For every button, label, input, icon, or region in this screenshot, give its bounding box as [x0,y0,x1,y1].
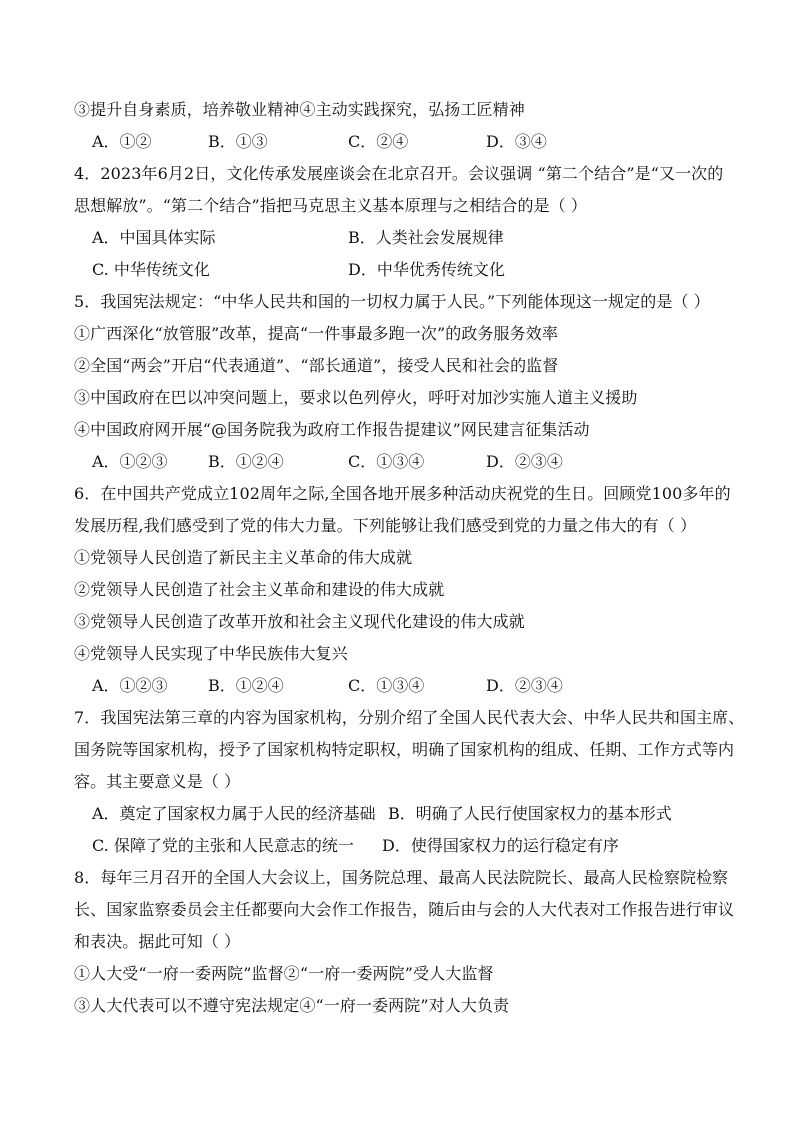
q6-option-b: B．①②④ [208,676,284,695]
q7-stem-line3: 容。其主要意义是（ ） [74,772,241,791]
q6-statement-3: ③党领导人民创造了改革开放和社会主义现代化建设的伟大成就 [74,612,525,631]
q5-option-c: C．①③④ [348,452,425,471]
q4-stem-line1: 4．2023年6月2日，文化传承发展座谈会在北京召开。会议强调 “第二个结合”是“又一次的 [74,164,724,183]
q5-statement-1: ①广西深化“放管服”改革，提高“一件事最多跑一次”的政务服务效率 [74,324,558,343]
q5-option-d: D．②③④ [486,452,563,471]
q3-statements-3-4: ③提升自身素质，培养敬业精神④主动实践探究，弘扬工匠精神 [74,100,525,119]
q7-option-c: C. 保障了党的主张和人民意志的统一 [92,836,354,855]
q8-stem-line3: 和表决。据此可知（ ） [74,932,241,951]
q8-statements-1-2: ①人大受“一府一委两院”监督②“一府一委两院”受人大监督 [74,964,494,983]
q5-option-a: A．①②③ [92,452,168,471]
q6-option-a: A．①②③ [92,676,168,695]
q3-option-a: A．①② [92,132,152,151]
q3-option-c: C．②④ [348,132,409,151]
q6-statement-2: ②党领导人民创造了社会主义革命和建设的伟大成就 [74,580,445,599]
q4-option-b: B．人类社会发展规律 [348,228,504,247]
q6-option-c: C．①③④ [348,676,425,695]
q5-statement-4: ④中国政府网开展“@国务院我为政府工作报告提建议”网民建言征集活动 [74,420,590,439]
q5-statement-3: ③中国政府在巴以冲突问题上，要求以色列停火，呼吁对加沙实施人道主义援助 [74,388,638,407]
q7-stem-line1: 7．我国宪法第三章的内容为国家机构，分别介绍了全国人民代表大会、中华人民共和国主席、 [74,708,745,727]
q6-stem-line1: 6．在中国共产党成立102周年之际,全国各地开展多种活动庆祝党的生日。回顾党100多年的 [74,484,731,503]
q7-stem-line2: 国务院等国家机构，授予了国家机构特定职权，明确了国家机构的组成、任期、工作方式等内 [74,740,735,759]
q3-option-b: B．①③ [208,132,268,151]
q7-option-b: B．明确了人民行使国家权力的基本形式 [388,804,672,823]
q4-option-a: A．中国具体实际 [92,228,216,247]
q8-stem-line1: 8．每年三月召开的全国人大会议上，国务院总理、最高人民法院院长、最高人民检察院检察 [74,868,729,887]
q7-option-d: D．使得国家权力的运行稳定有序 [382,836,619,855]
q8-statements-3-4: ③人大代表可以不遵守宪法规定④“一府一委两院”对人大负责 [74,996,510,1015]
q5-stem: 5．我国宪法规定：“中华人民共和国的一切权力属于人民。”下列能体现这一规定的是（ ） [74,292,710,311]
q6-stem-line2: 发展历程,我们感受到了党的伟大力量。下列能够让我们感受到党的力量之伟大的有（ ） [74,516,697,535]
q6-option-d: D．②③④ [486,676,563,695]
q6-statement-4: ④党领导人民实现了中华民族伟大复兴 [74,644,348,663]
q6-statement-1: ①党领导人民创造了新民主主义革命的伟大成就 [74,548,413,567]
q4-option-d: D．中华优秀传统文化 [348,260,505,279]
q5-option-b: B．①②④ [208,452,284,471]
q8-stem-line2: 长、国家监察委员会主任都要向大会作工作报告，随后由与会的人大代表对工作报告进行审议 [74,900,735,919]
q4-option-c: C. 中华传统文化 [92,260,210,279]
q3-option-d: D．③④ [486,132,547,151]
q5-statement-2: ②全国“两会”开启“代表通道”、“部长通道”，接受人民和社会的监督 [74,356,559,375]
q4-stem-line2: 思想解放”。“第二个结合”指把马克思主义基本原理与之相结合的是（ ） [74,196,588,215]
q7-option-a: A．奠定了国家权力属于人民的经济基础 [92,804,376,823]
